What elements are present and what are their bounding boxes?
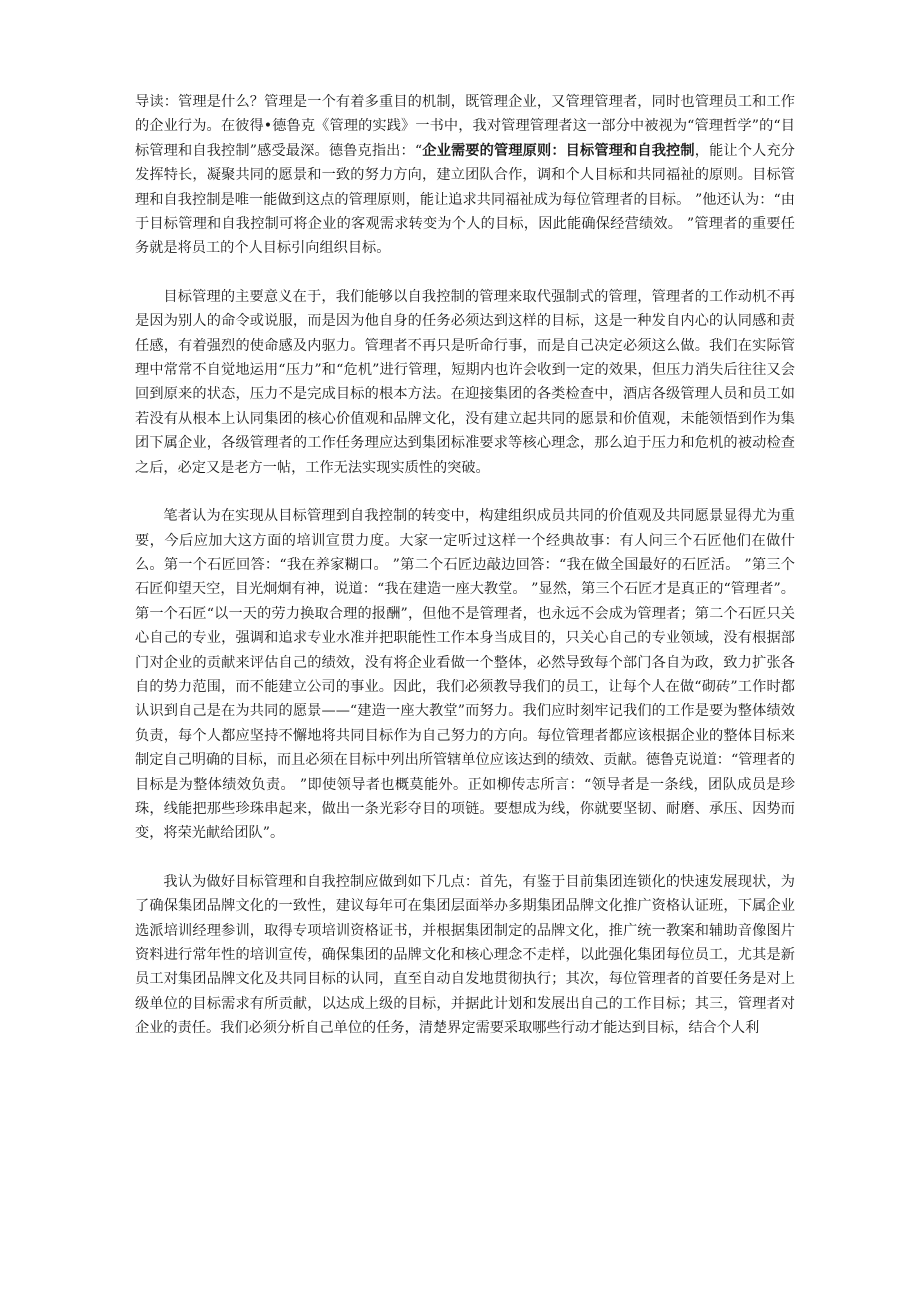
paragraph-intro xyxy=(135,90,795,261)
intro-bold-principle: 企业需要的管理原则：目标管理和自我控制 xyxy=(422,142,695,159)
paragraph-4: 我认为做好目标管理和自我控制应做到如下几点：首先，有鉴于目前集团连锁化的快速发展现状，为了确保集团品牌文化的一致性，建议每年可在集团层面举办多期集团品牌文化推广资格认证班，下属企业选派培训经理参训，取得专项培训资格证书，并根据集团制定的品牌文化，推广统一教案和辅助音像图片资料进行常年性的培训宣传，确保集团的品牌文化和核心理念不走样，以此强化集团每位员工，尤其是新员工对集团品牌文化及共同目标的认同，直至自动自发地贯彻执行；其次，每位管理者的首要任务是对上级单位的目标需求有所贡献，以达成上级的目标，并据此计划和发展出自己的工作目标；其三，管理者对企业的责任。我们必须分析自己单位的任务，清楚界定需要采取哪些行动才能达到目标，结合个人利 xyxy=(135,873,795,1037)
paragraph-3: 笔者认为在实现从目标管理到自我控制的转变中，构建组织成员共同的价值观及共同愿景显得尤为重要，今后应加大这方面的培训宣贯力度。大家一定听过这样一个经典故事：有人问三个石匠他们在做什么。第一个石匠回答：“我在养家糊口。 ”第二个石匠边敲边回答：“我在做全国最好的石匠活。 ”第三个石匠仰望天空，目光炯炯有神，说道：“我在建造一座大教堂。 ”显然，第三个石匠才是真正的“管理者”。第一个石匠“以一天的劳力换取合理的报酬”，但他不是管理者，也永远不会成为管理者；第二个石匠只关心自己的专业，强调和追求专业水准并把职能性工作本身当成目的，只关心自己的专业领域，没有根据部门对企业的贡献来评估自己的绩效，没有将企业看做一个整体，必然导致每个部门各自为政，致力扩张各自的势力范围，而不能建立公司的事业。因此，我们必须教导我们的员工，让每个人在做“砌砖”工作时都认识到自己是在为共同的愿景——“建造一座大教堂”而努力。我们应时刻牢记我们的工作是要为整体绩效负责，每个人都应坚持不懈地将共同目标作为自己努力的方向。每位管理者都应该根据企业的整体目标来制定自己明确的目标，而且必须在目标中列出所管辖单位应该达到的绩效、贡献。德鲁克说道：“管理者的目标是为整体绩效负责。 ”即使领导者也概莫能外。正如柳传志所言：“领导者是一条线，团队成员是珍珠，线能把那些珍珠串起来，做出一条光彩夺目的项链。要想成为线，你就要坚韧、耐磨、承压、因势而变，将荣光献给团队”。 xyxy=(135,508,795,842)
intro-text-start: 导读：管理是什么？管理是一个有着多重目的机制，既管理企业，又管理管理者，同时也管理员工和工作的企业行为。在彼得•德鲁克《管理的实践》一书中，我对管理管理者这一部分中被视为“管理哲学”的“目标管理和自我控制”感受最深。德鲁克指出：“ xyxy=(135,94,795,159)
paragraph-2: 目标管理的主要意义在于，我们能够以自我控制的管理来取代强制式的管理，管理者的工作动机不再是因为别人的命令或说服，而是因为他自身的任务必须达到这样的目标，这是一种发自内心的认同感和责任感，有着强烈的使命感及内驱力。管理者不再只是听命行事，而是自己决定必须这么做。我们在实际管理中常常不自觉地运用“压力”和“危机”进行管理，短期内也许会收到一定的效果，但压力消失后往往又会回到原来的状态，压力不是完成目标的根本方法。在迎接集团的各类检查中，酒店各级管理人员和员工如若没有从根本上认同集团的核心价值观和品牌文化，没有建立起共同的愿景和价值观，未能领悟到作为集团下属企业，各级管理者的工作任务理应达到集团标准要求等核心理念，那么迫于压力和危机的被动检查之后，必定又是老方一帖，工作无法实现实质性的突破。 xyxy=(135,288,795,476)
intro-text-end: ，能让个人充分发挥特长，凝聚共同的愿景和一致的努力方向，建立团队合作，调和个人目标和共同福祉的原则。目标管理和自我控制是唯一能做到这点的管理原则，能让追求共同福祉成为每位管理者的目标。 ”他还认为：“由于目标管理和自我控制可将企业的客观需求转变为个人的目标，因此能确保经营绩效。 ”管理者的重要任务就是将员工的个人目标引向组织目标。 xyxy=(135,142,795,257)
document-page xyxy=(135,90,795,1065)
